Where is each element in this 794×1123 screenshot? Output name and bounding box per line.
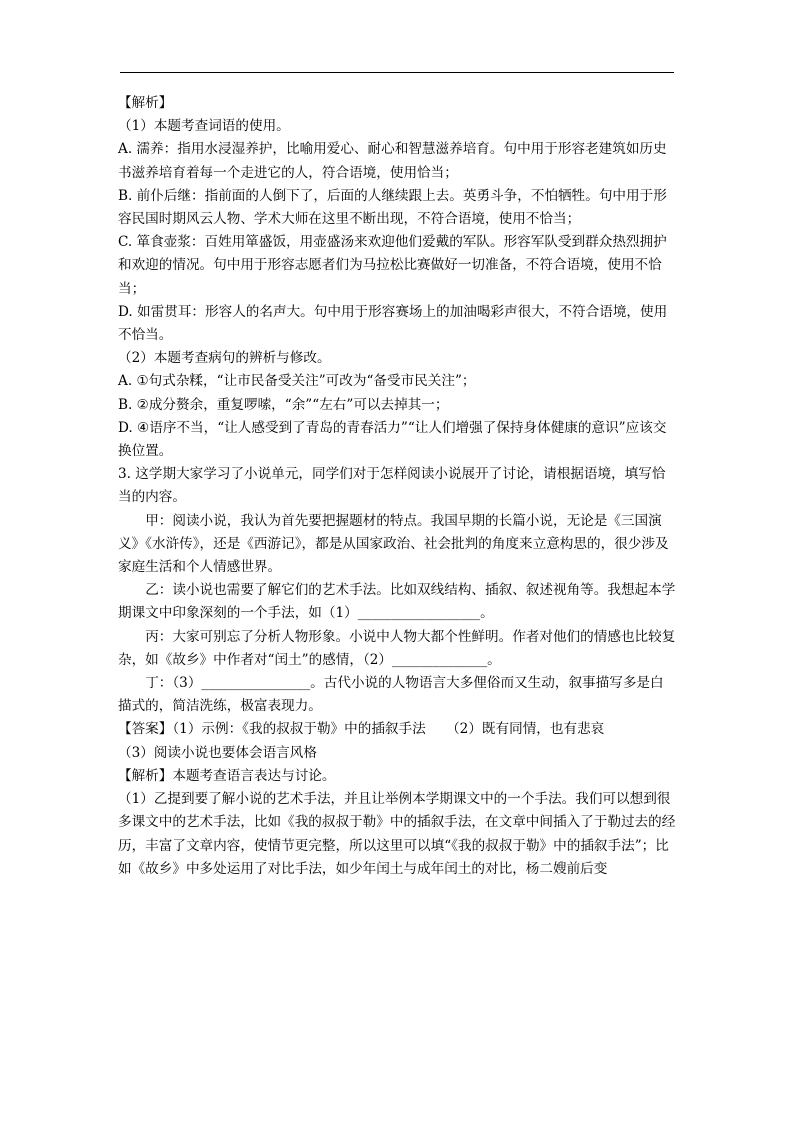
paragraph: B. ②成分赘余，重复啰嗦，“余”“左右”可以去掉其一； <box>118 396 449 413</box>
paragraph: 丙：大家可别忘了分析人物形象。小说中人物大都个性鲜明。作者对他们的情感也比较复杂，如《故乡》中作者对“闰土”的感情，（2）______________。 <box>118 628 676 668</box>
header-rule <box>120 72 674 73</box>
paragraph: （1）乙提到要了解小说的艺术手法，并且让举例本学期课文中的一个手法。我们可以想到很多课文中的艺术手法，比如《我的叔叔于勒》中的插叙手法，在文章中间插入了于勒过去的经历，丰富了文章内容，使情节更完整，所以这里可以填“《我的叔叔于勒》中的插叙手法”；比如《故乡》中多处运用了对比手法，如少年闰土与成年闰土的对比，杨二嫂前后变 <box>118 791 676 877</box>
paragraph: A. ①句式杂糅，“让市民备受关注”可改为“备受市民关注”； <box>118 373 476 390</box>
paragraph: 丁：（3）________________。古代小说的人物语言大多俚俗而又生动，叙事描写多是白描式的，简洁洗练，极富表现力。 <box>118 675 664 715</box>
paragraph: 【解析】本题考查语言表达与讨论。 <box>118 767 336 784</box>
paragraph: B. 前仆后继：指前面的人倒下了，后面的人继续跟上去。英勇斗争，不怕牺牲。句中用于形容民国时期风云人物、学术大师在这里不断出现，不符合语境，使用不恰当； <box>118 187 667 228</box>
document-body <box>118 92 676 881</box>
paragraph: （3）阅读小说也要体会语言风格 <box>118 744 317 761</box>
paragraph: 3. 这学期大家学习了小说单元，同学们对于怎样阅读小说展开了讨论，请根据语境，填写恰当的内容。 <box>118 466 666 506</box>
paragraph: （2）本题考查病句的辨析与修改。 <box>118 350 331 367</box>
paragraph: A. 濡养：指用水浸湿养护，比喻用爱心、耐心和智慧滋养培育。句中用于形容老建筑如历史书滋养培育着每一个走进它的人，符合语境，使用恰当； <box>118 141 667 181</box>
paragraph: C. 箪食壶浆：百姓用箪盛饭，用壶盛汤来欢迎他们爱戴的军队。形容军队受到群众热烈拥护和欢迎的情况。句中用于形容志愿者们为马拉松比赛做好一切准备，不符合语境，使用不恰当； <box>118 234 667 297</box>
paragraph: D. ④语序不当，“让人感受到了青岛的青春活力”“让人们增强了保持身体健康的意识”应该交换位置。 <box>118 419 667 460</box>
paragraph: 乙：读小说也需要了解它们的艺术手法。比如双线结构、插叙、叙述视角等。我想起本学期课文中印象深刻的一个手法，如（1）__________________。 <box>118 582 676 622</box>
paragraph: 甲：阅读小说，我认为首先要把握题材的特点。我国早期的长篇小说，无论是《三国演义》《水浒传》，还是《西游记》，都是从国家政治、社会批判的角度来立意构思的，很少涉及家庭生活和个人情感世界。 <box>118 512 669 576</box>
paragraph: （1）本题考查词语的使用。 <box>118 118 290 135</box>
paragraph: 【答案】（1）示例：《我的叔叔于勒》中的插叙手法 （2）既有同情，也有悲哀 <box>118 721 605 738</box>
paragraph: D. 如雷贯耳：形容人的名声大。句中用于形容赛场上的加油喝彩声很大，不符合语境，使用不恰当。 <box>118 303 668 344</box>
paragraph: 【解析】 <box>118 95 173 111</box>
